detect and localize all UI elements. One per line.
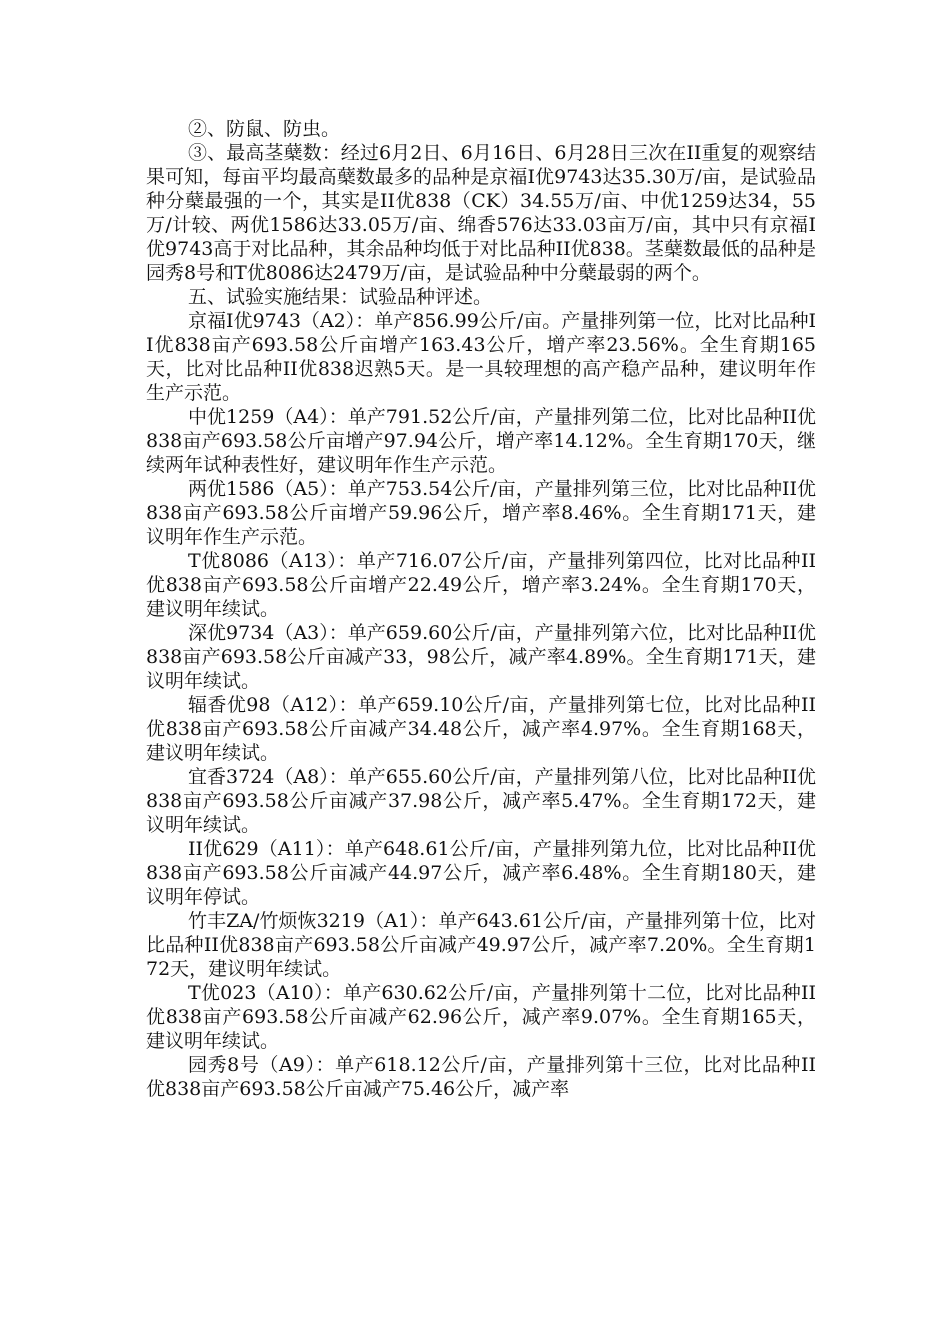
section-heading-results: 五、试验实施结果：试验品种评述。 — [188, 286, 493, 308]
document-body — [146, 117, 816, 1101]
paragraph-variety-a9: 园秀8号（A9）：单产618.12公斤/亩，产量排列第十三位，比对比品种II优838亩产693.58公斤亩减产75.46公斤，减产率 — [146, 1054, 816, 1100]
paragraph-variety-a1: 竹丰ZA/竹烦恢3219（A1）：单产643.61公斤/亩，产量排列第十位，比对比品种II优838亩产693.58公斤亩减产49.97公斤，减产率7.20%。全生育期172天，建议明年续试。 — [146, 910, 816, 980]
paragraph-rodent-insect: ②、防鼠、防虫。 — [188, 118, 341, 140]
paragraph-variety-a4: 中优1259（A4）：单产791.52公斤/亩，产量排列第二位，比对比品种II优838亩产693.58公斤亩增产97.94公斤，增产率14.12%。全生育期170天，继续两年试种表性好，建议明年作生产示范。 — [146, 406, 816, 476]
paragraph-variety-a13: T优8086（A13）：单产716.07公斤/亩，产量排列第四位，比对比品种II优838亩产693.58公斤亩增产22.49公斤，增产率3.24%。全生育期170天，建议明年续试。 — [146, 550, 816, 620]
paragraph-variety-a11: II优629（A11）：单产648.61公斤/亩，产量排列第九位，比对比品种II优838亩产693.58公斤亩减产44.97公斤，减产率6.48%。全生育期180天，建议明年停试。 — [146, 838, 816, 908]
paragraph-variety-a12: 辐香优98（A12）：单产659.10公斤/亩，产量排列第七位，比对比品种II优838亩产693.58公斤亩减产34.48公斤，减产率4.97%。全生育期168天，建议明年续试。 — [146, 694, 816, 764]
paragraph-variety-a2: 京福I优9743（A2）：单产856.99公斤/亩。产量排列第一位，比对比品种II优838亩产693.58公斤亩增产163.43公斤，增产率23.56%。全生育期165天，比对比品种II优838迟熟5天。是一具较理想的高产稳产品种，建议明年作生产示范。 — [146, 310, 816, 404]
paragraph-max-tillers: ③、最高茎蘖数：经过6月2日、6月16日、6月28日三次在II重复的观察结果可知，每亩平均最高蘖数最多的品种是京福I优9743达35.30万/亩，是试验品种分蘖最强的一个，其实是II优838（CK）34.55万/亩、中优1259达34，55万/计较、两优1586达33.05万/亩、绵香576达33.03亩万/亩，其中只有京福I优9743高于对比品种，其余品种均低于对比品种II优838。茎蘖数最低的品种是园秀8号和T优8086达2479万/亩，是试验品种中分蘖最弱的两个。 — [146, 142, 816, 284]
paragraph-variety-a10: T优023（A10）：单产630.62公斤/亩，产量排列第十二位，比对比品种II优838亩产693.58公斤亩减产62.96公斤，减产率9.07%。全生育期165天，建议明年续试。 — [146, 982, 816, 1052]
paragraph-variety-a5: 两优1586（A5）：单产753.54公斤/亩，产量排列第三位，比对比品种II优838亩产693.58公斤亩增产59.96公斤，增产率8.46%。全生育期171天，建议明年作生产示范。 — [146, 478, 816, 548]
paragraph-variety-a3: 深优9734（A3）：单产659.60公斤/亩，产量排列第六位，比对比品种II优838亩产693.58公斤亩减产33，98公斤，减产率4.89%。全生育期171天，建议明年续试。 — [146, 622, 816, 692]
paragraph-variety-a8: 宜香3724（A8）：单产655.60公斤/亩，产量排列第八位，比对比品种II优838亩产693.58公斤亩减产37.98公斤，减产率5.47%。全生育期172天，建议明年续试。 — [146, 766, 816, 836]
